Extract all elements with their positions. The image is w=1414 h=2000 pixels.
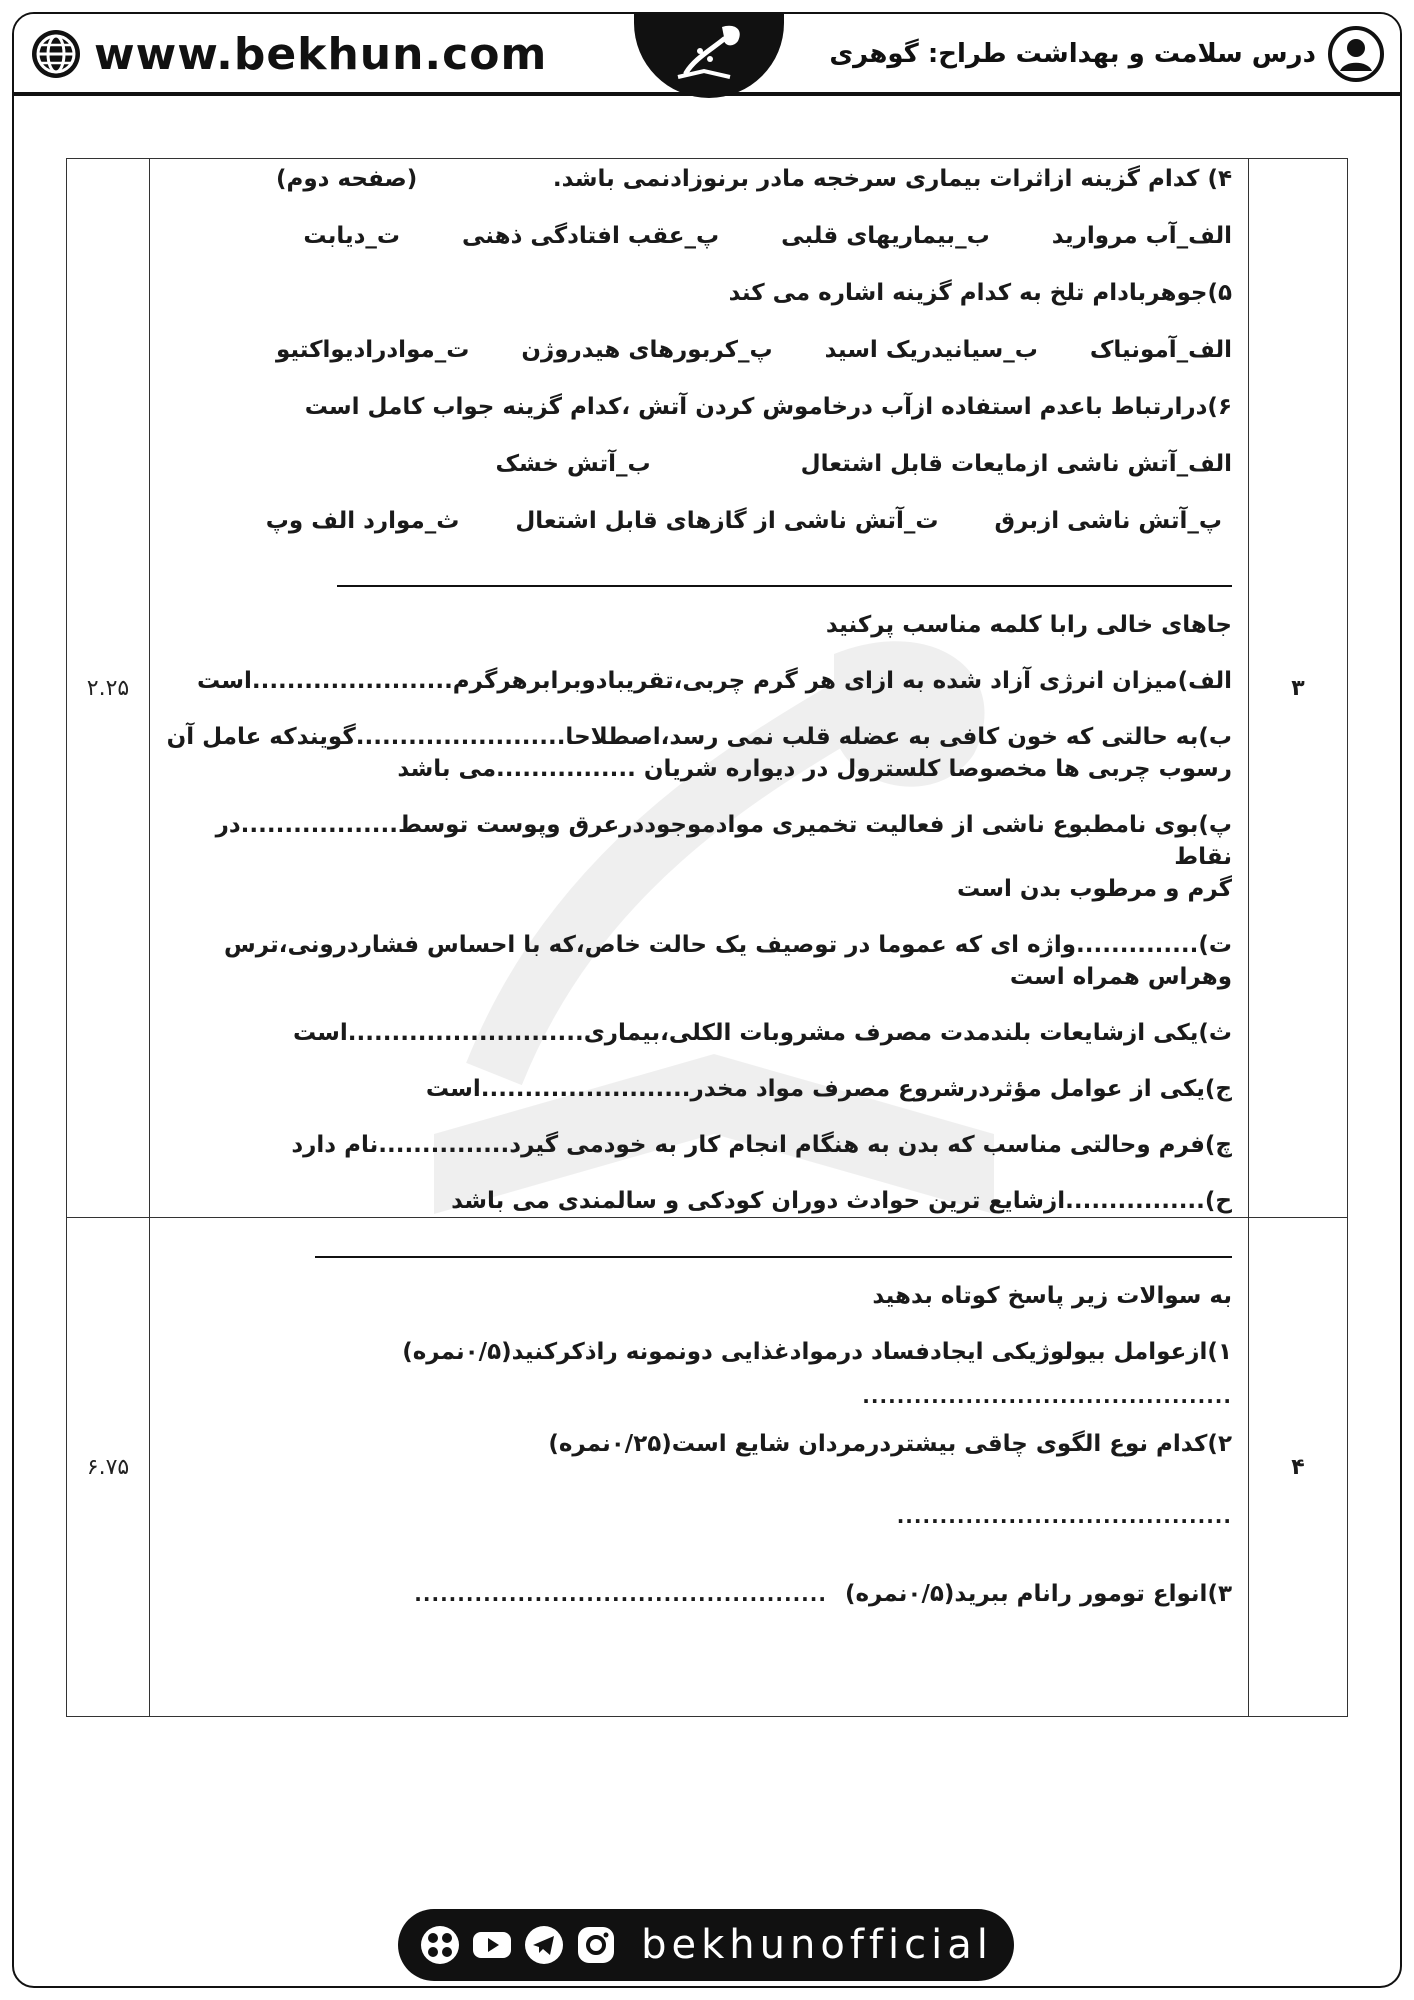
fill-item-cont: گرم و مرطوب بدن است: [956, 876, 1232, 902]
user-icon: [1328, 26, 1384, 82]
fill-title: جاهای خالی رابا کلمه مناسب پرکنید: [825, 612, 1232, 638]
question-row: [67, 159, 1348, 1218]
social-footer: [398, 1909, 1014, 1981]
question-body: [150, 1218, 1249, 1717]
option: ت_آتش ناشی از گازهای قابل اشتعال: [515, 508, 939, 534]
short-question: ۳)انواع تومور رانام ببرید(۰/۵نمره): [844, 1581, 1232, 1607]
short-answer-title: به سوالات زیر پاسخ کوتاه بدهید: [872, 1283, 1232, 1309]
short-question: ۲)کدام نوع الگوی چاقی بیشتردرمردان شایع است(۰/۲۵نمره): [548, 1431, 1232, 1457]
option: پ_عقب افتادگی ذهنی: [462, 223, 720, 249]
question-number: ۴: [1249, 1218, 1348, 1717]
brand-logo: [634, 12, 784, 98]
option: ب_سیانیدریک اسید: [824, 337, 1038, 363]
fill-item: ث)یکی ازشایعات بلندمدت مصرف مشروبات الکلی،بیماری...........................است: [292, 1020, 1232, 1046]
answer-blank[interactable]: .......................................: [896, 1504, 1232, 1528]
question-body: [150, 159, 1249, 1218]
question-number: ۳: [1249, 159, 1348, 1218]
mc-options-6a: [166, 448, 1232, 480]
website-url[interactable]: www.bekhun.com: [94, 28, 548, 80]
divider: [315, 1256, 1232, 1258]
telegram-icon[interactable]: [523, 1924, 565, 1966]
bekhun-logo-icon: [664, 19, 754, 89]
option: الف_آب مروارید: [1051, 223, 1232, 249]
instagram-icon[interactable]: [575, 1924, 617, 1966]
option: ب_آتش خشک: [495, 451, 651, 477]
question-row: [67, 1218, 1348, 1717]
page-note: (صفحه دوم): [276, 166, 418, 192]
globe-icon: [30, 28, 82, 80]
website-link[interactable]: [30, 28, 547, 80]
option: الف_آمونیاک: [1089, 337, 1232, 363]
mc-stem-4: [166, 163, 1232, 195]
mc-stem-6: ۶)درارتباط باعدم استفاده ازآب درخاموش کردن آتش ،کدام گزینه جواب کامل است: [304, 394, 1232, 420]
question-score: ۶.۷۵: [67, 1218, 150, 1717]
short-question: ۱)ازعوامل بیولوژیکی ایجادفساد درموادغذایی دونمونه راذکرکنید(۰/۵نمره): [402, 1339, 1232, 1365]
mc-options-5: [166, 334, 1232, 366]
fill-item: پ)بوی نامطبوع ناشی از فعالیت تخمیری موادموجوددرعرق وپوست توسط..................در نقاط: [215, 812, 1232, 870]
mc-section: [166, 159, 1232, 537]
option: پ_آتش ناشی ازبرق: [994, 508, 1222, 534]
fill-item: ت)..............واژه ای که عموما در توصیف یک حالت خاص،که با احساس فشاردرونی،ترس: [224, 932, 1232, 958]
fill-item-cont: رسوب چربی ها مخصوصا کلسترول در دیواره شریان ................می باشد: [397, 756, 1232, 782]
mc-options-6b: [166, 505, 1232, 537]
course-title: درس سلامت و بهداشت طراح: گوهری: [829, 39, 1316, 69]
fill-item: چ)فرم وحالتی مناسب که بدن به هنگام انجام کار به خودمی گیرد...............نام دارد: [291, 1132, 1232, 1158]
fill-item: ج)یکی از عوامل مؤثردرشروع مصرف مواد مخدر........................است: [425, 1076, 1232, 1102]
mc-options-4: [166, 220, 1232, 252]
social-handle[interactable]: bekhunofficial: [641, 1922, 993, 1968]
aparat-icon[interactable]: [419, 1924, 461, 1966]
divider: [337, 585, 1232, 587]
mc-stem-5: ۵)جوهربادام تلخ به کدام گزینه اشاره می کند: [728, 280, 1232, 306]
question-score: ۲.۲۵: [67, 159, 150, 1218]
option: ت_دیابت: [303, 223, 401, 249]
option: ث_موارد الف وپ: [265, 508, 460, 534]
option: ت_موادرادیواکتیو: [275, 337, 470, 363]
fill-item-cont: وهراس همراه است: [1009, 964, 1232, 990]
option: الف_آتش ناشی ازمایعات قابل اشتعال: [800, 451, 1232, 477]
exam-table: [66, 158, 1348, 1717]
fill-item: ح)................ازشایع ترین حوادث دوران کودکی و سالمندی می باشد: [451, 1188, 1232, 1214]
answer-blank[interactable]: ................................................: [414, 1582, 827, 1606]
course-title-block: [829, 26, 1384, 82]
page-header: [14, 14, 1400, 96]
option: ب_بیماریهای قلبی: [781, 223, 990, 249]
mc-stem-text: ۴) کدام گزینه ازاثرات بیماری سرخجه مادر برنوزادنمی باشد.: [552, 166, 1232, 192]
youtube-icon[interactable]: [471, 1924, 513, 1966]
option: پ_کربورهای هیدروژن: [521, 337, 773, 363]
answer-blank[interactable]: ...........................................: [862, 1384, 1232, 1408]
short-question-3: [166, 1562, 1232, 1626]
fill-item: الف)میزان انرژی آزاد شده به ازای هر گرم چربی،تقریبادوبرابرهرگرم.......................است: [197, 668, 1232, 694]
fill-item: ب)به حالتی که خون کافی به عضله قلب نمی رسد،اصطلاحا........................گویندکه عامل آن: [166, 724, 1232, 750]
